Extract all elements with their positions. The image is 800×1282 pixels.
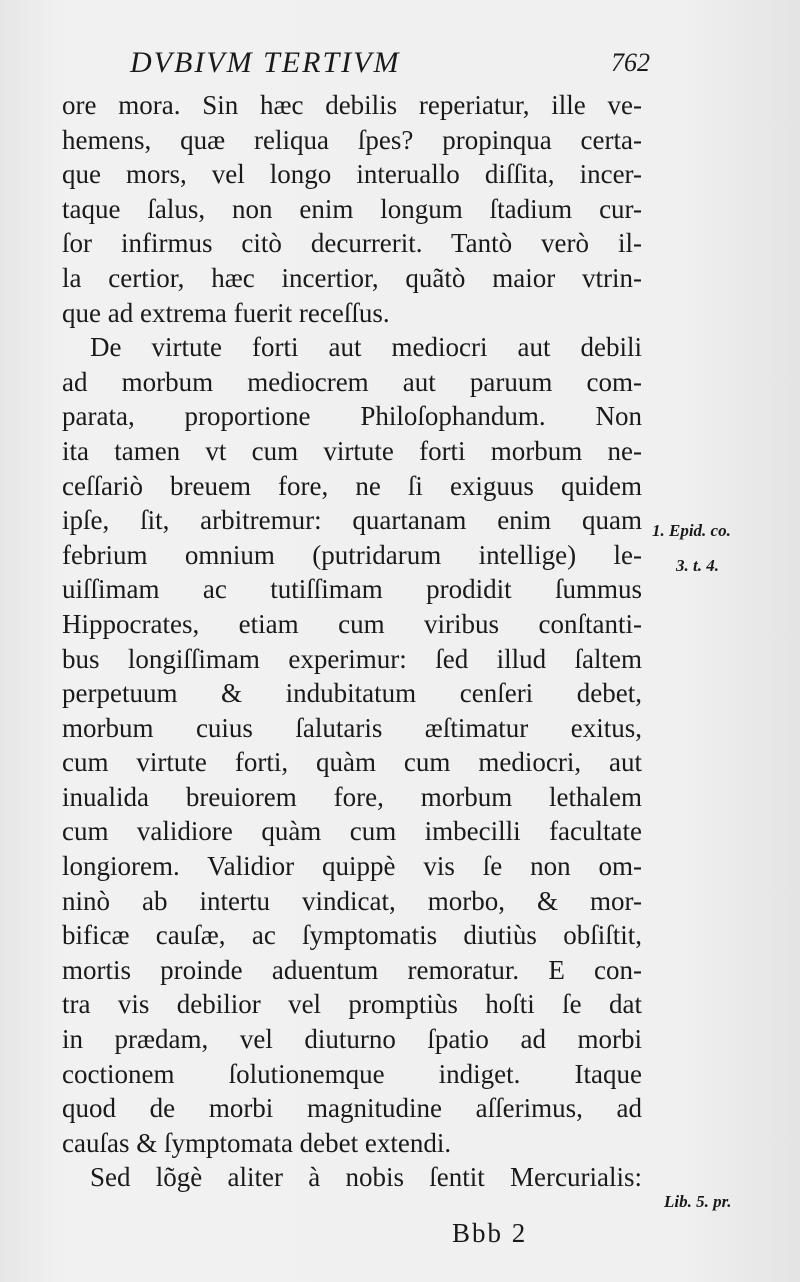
margin-note: Lib. 5. pr.: [664, 1192, 732, 1211]
text-line: que ad extrema fuerit receſſus.: [62, 297, 390, 328]
paragraph-start-line: Sed lõgè aliter à nobis ſentit Mercurialis:: [90, 1162, 642, 1193]
text-line: bus longiſſimam experimur: ſed illud ſaltem: [62, 643, 642, 674]
text-line: tra vis debilior vel promptiùs hoſti ſe dat: [62, 989, 642, 1020]
signature-mark: Bbb 2: [452, 1218, 528, 1248]
text-line: cum validiore quàm cum imbecilli facultate: [62, 816, 642, 847]
text-line: quod de morbi magnitudine aſſerimus, ad: [62, 1093, 642, 1124]
page-number: 762: [611, 48, 650, 77]
text-line: ceſſariò breuem fore, ne ſi exiguus quidem: [62, 470, 642, 501]
text-line: que mors, vel longo interuallo diſſita, incer-: [62, 159, 642, 190]
text-line: bificæ cauſæ, ac ſymptomatis diutiùs obſiſtit,: [62, 920, 642, 951]
running-head-title: DVBIVM TERTIVM: [130, 46, 401, 79]
text-line: taque ſalus, non enim longum ſtadium cur-: [62, 193, 642, 224]
running-head: [130, 46, 650, 86]
text-line: ita tamen vt cum virtute forti morbum ne-: [62, 435, 642, 466]
text-line: Hippocrates, etiam cum viribus conſtanti-: [62, 608, 642, 639]
text-line: parata, proportione Philoſophandum. Non: [62, 401, 642, 432]
text-line: in prædam, vel diuturno ſpatio ad morbi: [62, 1024, 642, 1055]
text-line: inualida breuiorem fore, morbum lethalem: [62, 781, 642, 812]
text-line: morbum cuius ſalutaris æſtimatur exitus,: [62, 712, 642, 743]
body-text: [62, 88, 642, 1195]
text-line: cauſas & ſymptomata debet extendi.: [62, 1127, 452, 1158]
text-line: ad morbum mediocrem aut paruum com-: [62, 366, 642, 397]
text-line: ipſe, ſit, arbitremur: quartanam enim quam: [62, 505, 642, 536]
text-line: longiorem. Validior quippè vis ſe non om-: [62, 851, 642, 882]
text-line: cum virtute forti, quàm cum mediocri, aut: [62, 747, 642, 778]
text-line: mortis proinde aduentum remoratur. E con-: [62, 954, 642, 985]
text-line: la certior, hæc incertior, quãtò maior vtrin-: [62, 262, 642, 293]
margin-note: 3. t. 4.: [676, 556, 719, 575]
margin-note: 1. Epid. co.: [652, 521, 731, 540]
text-line: ninò ab intertu vindicat, morbo, & mor-: [62, 885, 642, 916]
text-line: coctionem ſolutionemque indiget. Itaque: [62, 1058, 642, 1089]
paragraph-start-line: De virtute forti aut mediocri aut debili: [90, 332, 642, 363]
text-line: febrium omnium (putridarum intellige) le-: [62, 539, 642, 570]
text-line: hemens, quæ reliqua ſpes? propinqua certa-: [62, 124, 642, 155]
text-line: ore mora. Sin hæc debilis reperiatur, ille ve-: [62, 90, 642, 120]
text-line: perpetuum & indubitatum cenſeri debet,: [62, 678, 642, 709]
text-line: uiſſimam ac tutiſſimam prodidit ſummus: [62, 574, 642, 605]
text-line: ſor infirmus citò decurrerit. Tantò verò il-: [62, 228, 642, 259]
